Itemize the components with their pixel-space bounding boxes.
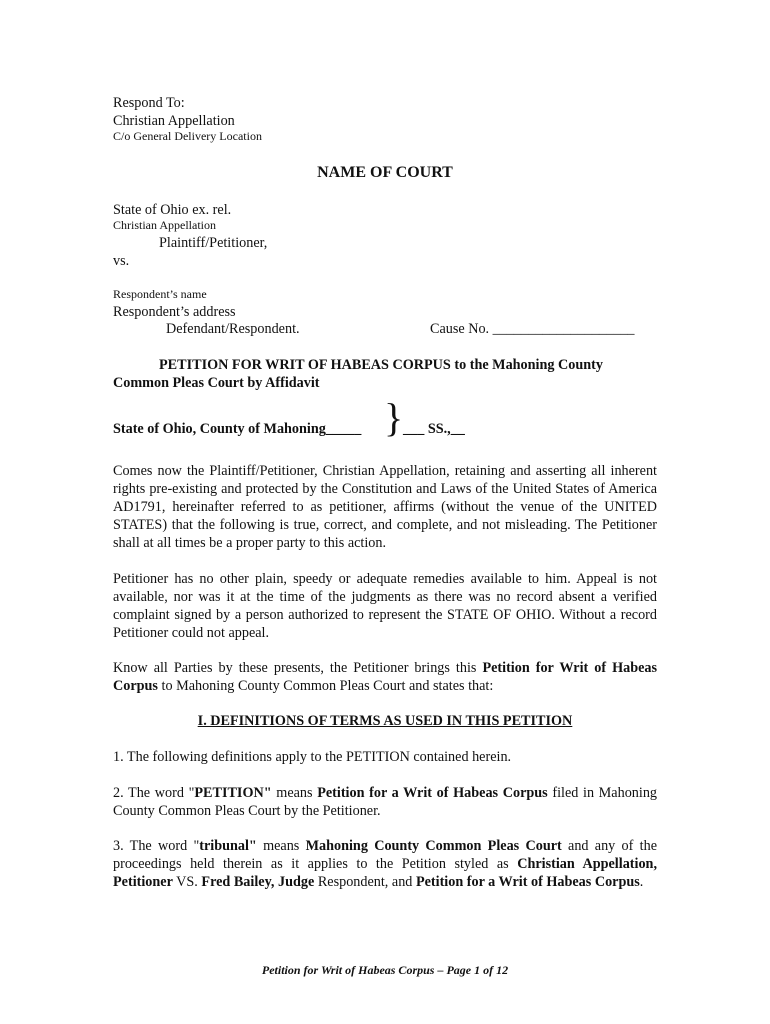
def3-respondent: Fred Bailey, Judge [201, 874, 315, 890]
petition-title-line1: PETITION FOR WRIT OF HABEAS CORPUS to the Mahoning County [159, 357, 603, 373]
def3-text-i: Respondent, and [314, 874, 416, 890]
defendant-role: Defendant/Respondent. [166, 321, 300, 337]
venue-county: State of Ohio, County of Mahoning_____ [113, 421, 362, 437]
intro-paragraph: Comes now the Plaintiff/Petitioner, Christian Appellation, retaining and asserting all inherent rights pre-existing and protected by the Constitution and Laws of the United States of America AD1791, hereinafter referred to as petitioner, affirms (without the venue of the UNITED STATES) that the following is true, correct, and complete, and not misleading. The Petitioner shall at all times be a proper party to this action. [113, 463, 657, 551]
def3-text-g: VS. [172, 874, 202, 890]
definition-3 [113, 837, 657, 891]
definition-1: 1. The following definitions apply to the PETITION contained herein. [113, 749, 512, 765]
def3-text-k: . [639, 874, 644, 890]
def2-text-c: means [271, 785, 318, 801]
def3-petitioner: Christian Appellation, Petitioner [113, 856, 657, 890]
state-line: State of Ohio ex. rel. [113, 202, 232, 218]
def3-term: tribunal" [199, 838, 257, 854]
remedies-paragraph: Petitioner has no other plain, speedy or adequate remedies available to him. Appeal is not available, nor was it at the time of the judgments as there was no record absent a verified complaint signed by a person authorized to represent the STATE OF OHIO. Without a record Petitioner could not appeal. [113, 571, 657, 641]
def3-text-c: means [256, 838, 306, 854]
respond-to-label: Respond To: [113, 95, 185, 111]
court-name: NAME OF COURT [317, 164, 453, 181]
presents-text-a: Know all Parties by these presents, the Petitioner brings this [113, 660, 483, 676]
presents-petition-bold: Petition for Writ of Habeas Corpus [113, 660, 658, 694]
def3-petition-title: Petition for a Writ of Habeas Corpus [415, 874, 640, 890]
respondent-address: Respondent’s address [113, 304, 236, 320]
venue-brace: } [384, 395, 404, 440]
def2-text-a: 2. The word " [113, 785, 195, 801]
sender-address: C/o General Delivery Location [113, 129, 262, 143]
relator-name: Christian Appellation [113, 218, 216, 232]
cause-number: Cause No. ____________________ [430, 321, 635, 337]
respondent-name: Respondent’s name [113, 287, 207, 301]
definitions-heading: I. DEFINITIONS OF TERMS AS USED IN THIS PETITION [197, 713, 573, 729]
sender-name: Christian Appellation [113, 113, 235, 129]
venue-ss: ___ SS.,__ [403, 421, 465, 437]
versus: vs. [113, 253, 130, 269]
def2-term: PETITION" [194, 785, 272, 801]
petition-title-line2: Common Pleas Court by Affidavit [113, 375, 320, 391]
def2-meaning: Petition for a Writ of Habeas Corpus [317, 785, 548, 801]
presents-paragraph [113, 659, 657, 695]
presents-text-c: to Mahoning County Common Pleas Court and states that: [157, 678, 494, 694]
def3-text-e: and any of the proceedings held therein as it applies to the Petition styled as [113, 838, 657, 872]
plaintiff-role: Plaintiff/Petitioner, [159, 235, 268, 251]
def3-text-a: 3. The word " [113, 838, 200, 854]
def2-text-e: filed in Mahoning County Common Pleas Court by the Petitioner. [113, 785, 658, 819]
definition-2 [113, 784, 657, 820]
page-footer: Petition for Writ of Habeas Corpus – Page 1 of 12 [261, 963, 509, 977]
def3-meaning: Mahoning County Common Pleas Court [305, 838, 562, 854]
